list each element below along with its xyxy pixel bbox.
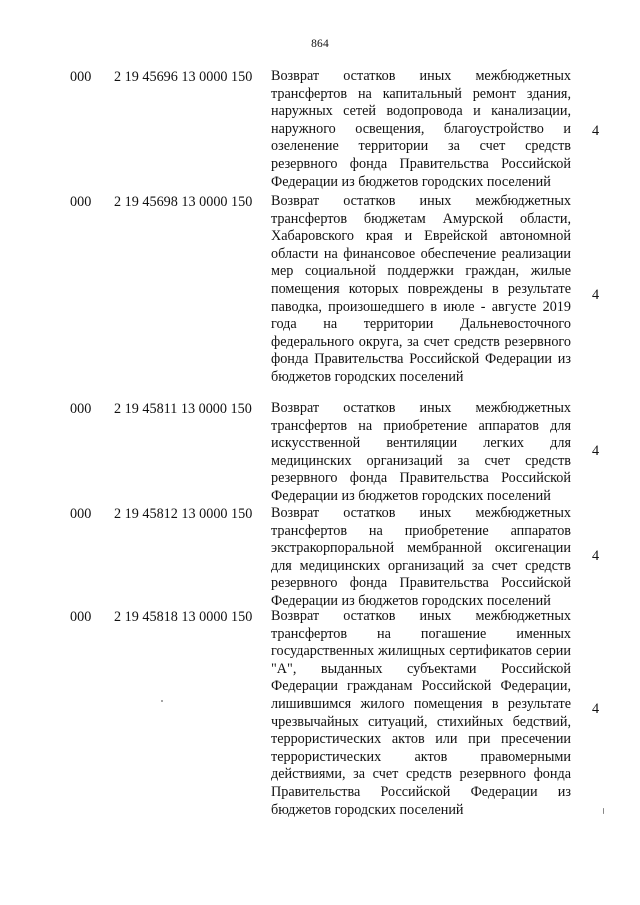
- scan-speck: [603, 808, 604, 814]
- row-description: Возврат остатков иных межбюджетных трансфертов бюджетам Амурской области, Хабаровского края и Еврейской автономной области на финансовое обеспечение реализации мер социальной поддержки граждан, жилые помещения которых повреждены в результате паводка, произошедшего в июле - августе 2019 года на территории Дальневосточного федерального округа, за счет средств резервного фонда Правительства Российской Федерации из бюджетов городских поселений: [271, 193, 571, 385]
- admin-code: 000: [70, 609, 92, 625]
- classification-code: 2 19 45818 13 0000 150: [114, 609, 253, 625]
- row-amount: 4: [592, 701, 600, 717]
- row-description: Возврат остатков иных межбюджетных трансфертов на приобретение аппаратов для искусственной вентиляции легких для медицинских организаций за счет средств резервного фонда Правительства Российской Федерации из бюджетов городских поселений: [271, 400, 571, 504]
- classification-code: 2 19 45698 13 0000 150: [114, 194, 253, 210]
- row-description: Возврат остатков иных межбюджетных трансфертов на капитальный ремонт здания, наружных сетей водопровода и канализации, наружного освещения, благоустройство и озеленение территории за счет средств резервного фонда Правительства Российской Федерации из бюджетов городских поселений: [271, 68, 571, 190]
- classification-code: 2 19 45696 13 0000 150: [114, 69, 253, 85]
- table-row: [0, 193, 640, 404]
- scan-speck: [161, 700, 163, 702]
- admin-code: 000: [70, 401, 92, 417]
- admin-code: 000: [70, 69, 92, 85]
- table-row: [0, 505, 640, 610]
- row-amount: 4: [592, 548, 600, 564]
- table-row: [0, 400, 640, 507]
- classification-code: 2 19 45811 13 0000 150: [114, 401, 252, 417]
- classification-code: 2 19 45812 13 0000 150: [114, 506, 253, 522]
- table-row: [0, 608, 640, 838]
- admin-code: 000: [70, 506, 92, 522]
- row-description: Возврат остатков иных межбюджетных трансфертов на погашение именных государственных жилищных сертификатов серии "А", выданных субъектами Российской Федерации гражданам Российской Федерации, лишившимся жилого помещения в результате чрезвычайных ситуаций, стихийных бедствий, террористических актов или при пресечении террористических актов правомерными действиями, за счет средств резервного фонда Правительства Российской Федерации из бюджетов городских поселений: [271, 608, 571, 818]
- table-row: [0, 68, 640, 193]
- row-amount: 4: [592, 443, 600, 459]
- page-number: 864: [311, 38, 329, 50]
- row-amount: 4: [592, 287, 600, 303]
- admin-code: 000: [70, 194, 92, 210]
- row-amount: 4: [592, 123, 600, 139]
- row-description: Возврат остатков иных межбюджетных трансфертов на приобретение аппаратов экстракорпоральной мембранной оксигенации для медицинских организаций за счет средств резервного фонда Правительства Российской Федерации из бюджетов городских поселений: [271, 505, 571, 609]
